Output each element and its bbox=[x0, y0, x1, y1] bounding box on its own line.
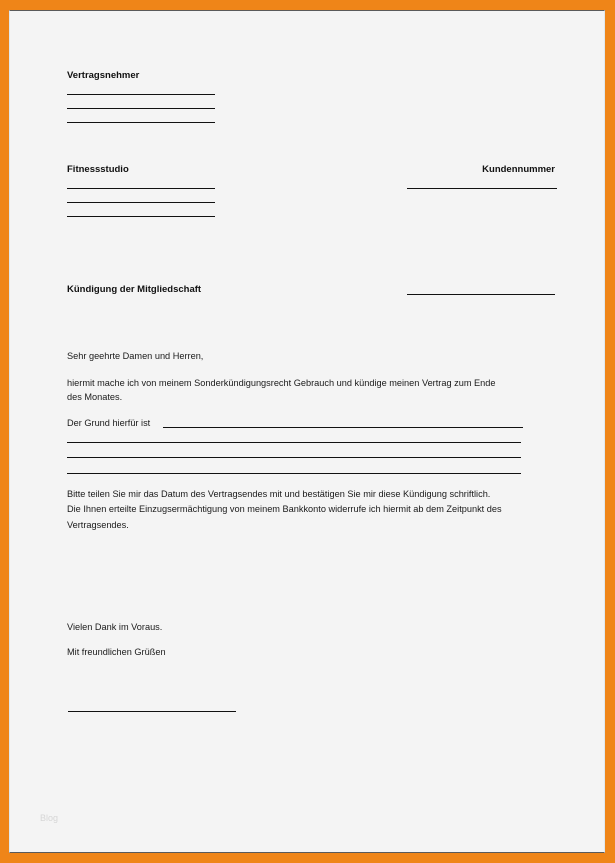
reason-line-3[interactable] bbox=[67, 457, 521, 458]
request-line-1: Bitte teilen Sie mir das Datum des Vertragsendes mit und bestätigen Sie mir diese Kündigung schriftlich. bbox=[67, 489, 491, 499]
contractor-label: Vertragsnehmer bbox=[67, 70, 140, 81]
request-line-3: Vertragsendes. bbox=[67, 520, 129, 530]
customer-number-line[interactable] bbox=[407, 188, 557, 189]
reason-line-4[interactable] bbox=[67, 473, 521, 474]
reason-label: Der Grund hierfür ist bbox=[67, 418, 151, 428]
body-line-2: des Monates. bbox=[67, 392, 123, 402]
gym-name-line[interactable] bbox=[67, 188, 215, 189]
closing-text: Mit freundlichen Grüßen bbox=[67, 647, 166, 657]
contractor-street-line[interactable] bbox=[67, 108, 215, 109]
thanks-text: Vielen Dank im Voraus. bbox=[67, 622, 163, 632]
contractor-name-line[interactable] bbox=[67, 94, 215, 95]
gym-city-line[interactable] bbox=[67, 216, 215, 217]
reason-line-2[interactable] bbox=[67, 442, 521, 443]
watermark: Blog bbox=[40, 813, 59, 823]
document-page bbox=[9, 10, 605, 853]
customer-number-label: Kundennummer bbox=[482, 164, 555, 175]
signature-line[interactable] bbox=[68, 711, 236, 712]
reason-line-1[interactable] bbox=[163, 427, 523, 428]
contractor-city-line[interactable] bbox=[67, 122, 215, 123]
subject-heading: Kündigung der Mitgliedschaft bbox=[67, 284, 202, 295]
gym-label: Fitnessstudio bbox=[67, 164, 129, 175]
gym-street-line[interactable] bbox=[67, 202, 215, 203]
date-line[interactable] bbox=[407, 294, 555, 295]
request-line-2: Die Ihnen erteilte Einzugsermächtigung von meinem Bankkonto widerrufe ich hiermit ab dem Zeitpunkt des bbox=[67, 504, 502, 514]
salutation: Sehr geehrte Damen und Herren, bbox=[67, 351, 204, 361]
body-line-1: hiermit mache ich von meinem Sonderkündigungsrecht Gebrauch und kündige meinen Vertrag zum Ende bbox=[67, 378, 496, 388]
